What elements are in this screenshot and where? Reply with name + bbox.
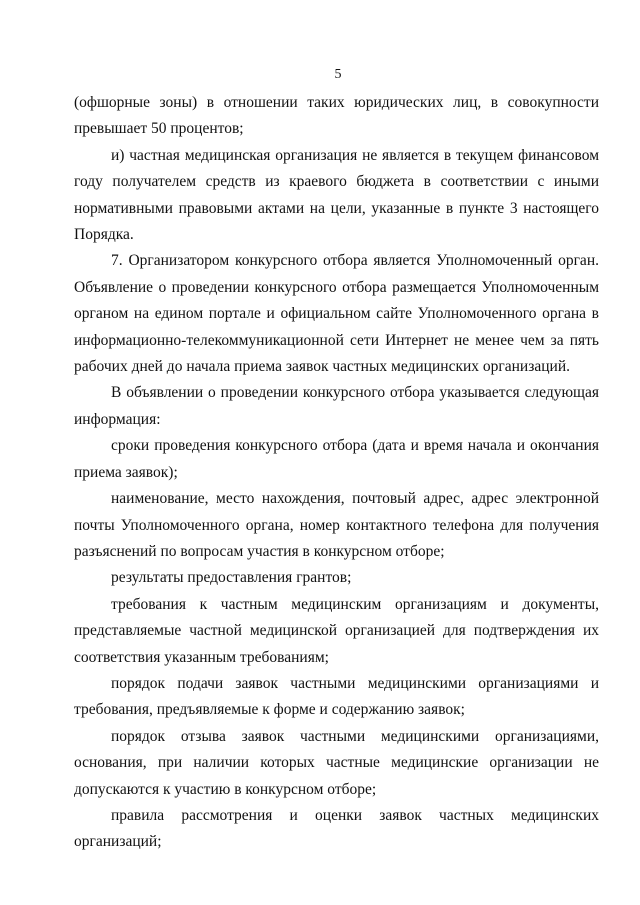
paragraph-grant-results: результаты предоставления грантов; (111, 569, 352, 587)
paragraph-review-rules: правила рассмотрения и оценки заявок частных медицинских организаций; (74, 806, 599, 851)
paragraph-section-7: 7. Организатором конкурсного отбора является Уполномоченный орган. Объявление о проведении конкурсного отбора размещается Уполномоченным органом на едином портале и официальном сайте Уполномоченного органа в информационно-телекоммуникационной сети Интернет не менее чем за пять рабочих дней до начала приема заявок частных медицинских организаций. (74, 252, 599, 376)
page-number: 5 (334, 67, 342, 82)
paragraph-selection-dates: сроки проведения конкурсного отбора (дата и время начала и окончания приема заявок); (74, 437, 599, 481)
document-body (74, 90, 599, 856)
paragraph-item-i: и) частная медицинская организация не является в текущем финансовом году получателем средств из краевого бюджета в соответствии с иными нормативными правовыми актами на цели, указанные в пункте 3 настоящего Порядка. (74, 146, 599, 244)
paragraph-offshore-continuation: (офшорные зоны) в отношении таких юридических лиц, в совокупности превышает 50 процентов; (74, 94, 599, 138)
paragraph-application-procedure: порядок подачи заявок частными медицинскими организациями и требования, предъявляемые к форме и содержанию заявок; (74, 674, 599, 719)
paragraph-announcement-info: В объявлении о проведении конкурсного отбора указывается следующая информация: (74, 384, 599, 428)
paragraph-withdrawal-procedure: порядок отзыва заявок частными медицинскими организациями, основания, при наличии которых частные медицинские организации не допускаются к участию в конкурсном отборе; (74, 727, 599, 798)
paragraph-organ-contacts: наименование, место нахождения, почтовый адрес, адрес электронной почты Уполномоченного органа, номер контактного телефона для получения разъяснений по вопросам участия в конкурсном отборе; (74, 490, 599, 560)
paragraph-requirements: требования к частным медицинским организациям и документы, представляемые частной медицинской организацией для подтверждения их соответствия указанным требованиям; (74, 595, 599, 666)
